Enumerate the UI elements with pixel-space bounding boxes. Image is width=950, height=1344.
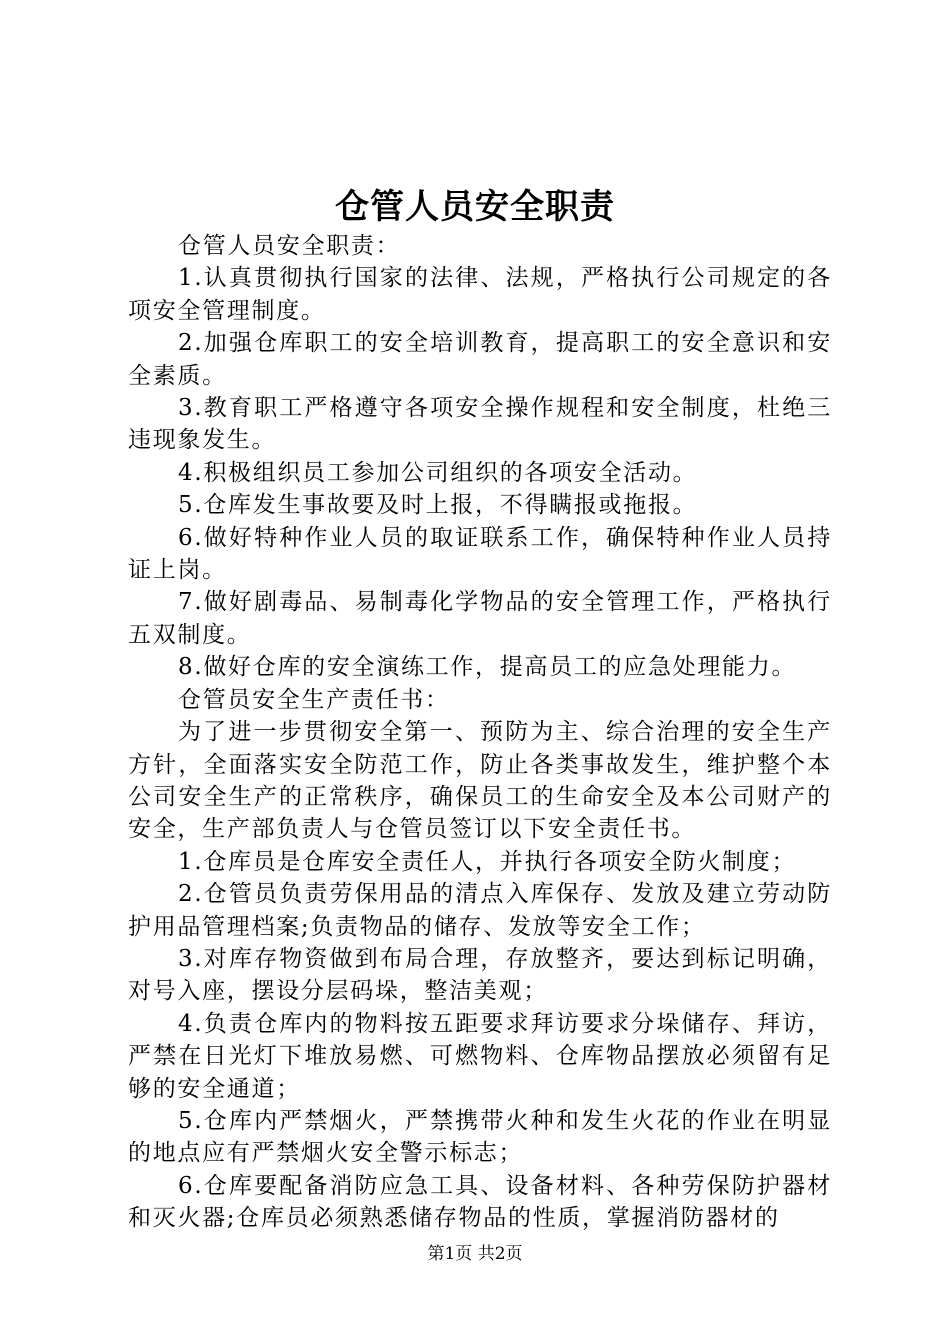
paragraph: 仓管员安全生产责任书： [178,686,450,713]
paragraph: 3.对库存物资做到布局合理，存放整齐，要达到标记明确，对号入座，摆设分层码垛，整洁美观； [128,945,832,1005]
page-number-footer: 第1页 共2页 [427,1244,523,1264]
paragraph: 5.仓库发生事故要及时上报，不得瞒报或拖报。 [178,492,698,519]
paragraph: 2.仓管员负责劳保用品的清点入库保存、发放及建立劳动防护用品管理档案;负责物品的储存、发放等安全工作； [128,881,832,940]
paragraph: 5.仓库内严禁烟火，严禁携带火种和发生火花的作业在明显的地点应有严禁烟火安全警示标志； [128,1107,832,1167]
paragraph: 3.教育职工严格遵守各项安全操作规程和安全制度，杜绝三违现象发生。 [128,395,832,454]
paragraph: 6.仓库要配备消防应急工具、设备材料、各种劳保防护器材和灭火器;仓库员必须熟悉储存物品的性质，掌握消防器材的 [128,1172,832,1232]
document-body [128,230,832,1235]
paragraph: 2.加强仓库职工的安全培训教育，提高职工的安全意识和安全素质。 [128,330,832,389]
paragraph: 7.做好剧毒品、易制毒化学物品的安全管理工作，严格执行五双制度。 [128,589,832,648]
paragraph: 6.做好特种作业人员的取证联系工作，确保特种作业人员持证上岗。 [128,524,832,584]
paragraph: 8.做好仓库的安全演练工作，提高员工的应急处理能力。 [178,654,797,681]
paragraph: 1.仓库员是仓库安全责任人，并执行各项安全防火制度； [178,848,797,875]
paragraph: 4.积极组织员工参加公司组织的各项安全活动。 [178,459,698,486]
paragraph: 仓管人员安全职责： [178,233,401,259]
paragraph: 1.认真贯彻执行国家的法律、法规，严格执行公司规定的各项安全管理制度。 [128,265,832,324]
paragraph: 4.负责仓库内的物料按五距要求拜访要求分垛储存、拜访，严禁在日光灯下堆放易燃、可燃物料、仓库物品摆放必须留有足够的安全通道； [128,1010,832,1102]
paragraph: 为了进一步贯彻安全第一、预防为主、综合治理的安全生产方针，全面落实安全防范工作，防止各类事故发生，维护整个本公司安全生产的正常秩序，确保员工的生命安全及本公司财产的安全，生产部负责人与仓管员签订以下安全责任书。 [128,719,832,843]
document-title: 仓管人员安全职责 [335,187,615,227]
